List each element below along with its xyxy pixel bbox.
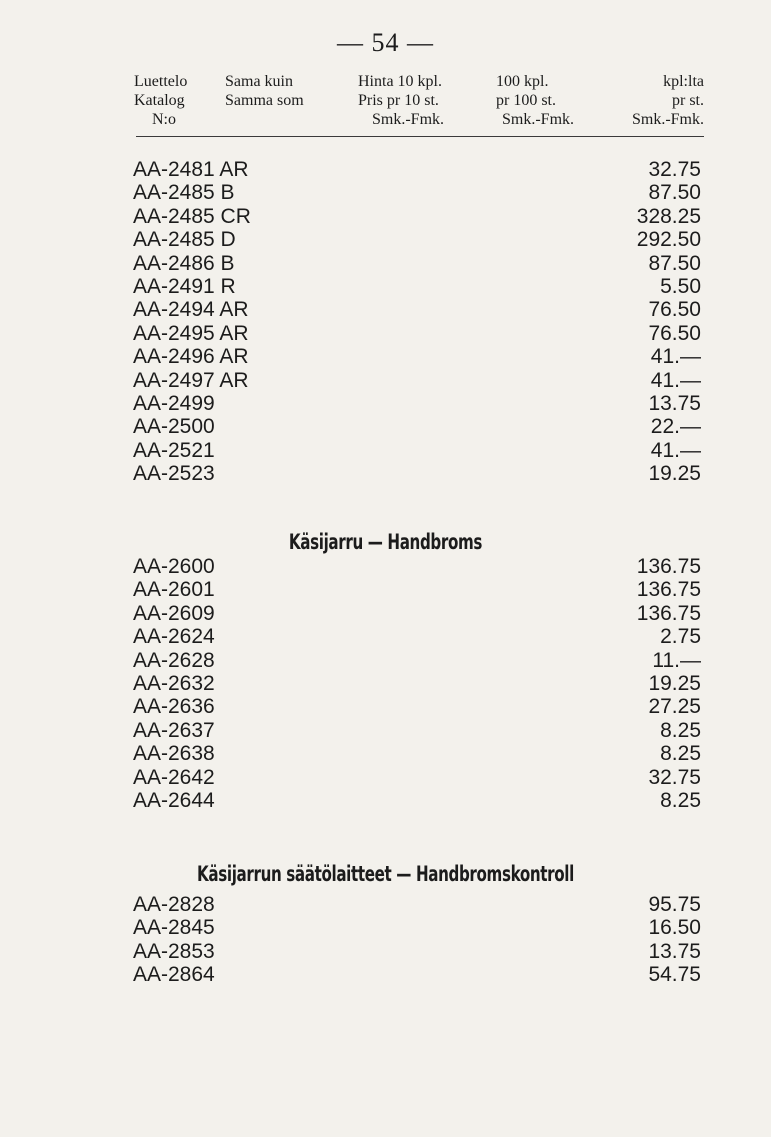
list-item [133,916,701,939]
list-item [133,181,701,204]
part-price: 32.75 [648,765,701,789]
header-line: kpl:lta [663,73,704,90]
header-divider [136,136,704,137]
part-code: AA-2845 [133,916,215,940]
part-price: 87.50 [648,251,701,275]
header-line: Pris pr 10 st. [358,92,439,109]
part-code: AA-2609 [133,601,215,625]
part-code: AA-2485 B [133,181,235,205]
part-code: AA-2864 [133,963,215,987]
part-code: AA-2828 [133,893,215,916]
list-item [133,940,701,963]
section-heading-handbrake-adjusters: Käsijarrun säätölaitteet — Handbromskontroll [197,862,574,886]
part-price: 41.— [650,345,701,369]
parts-list-group-3 [133,893,701,987]
part-code: AA-2601 [133,578,215,602]
list-item [133,392,701,415]
header-line: Smk.-Fmk. [502,111,575,128]
part-code: AA-2486 B [133,251,235,275]
part-code: AA-2499 [133,391,215,415]
header-price-each [632,72,704,129]
list-item [133,742,701,765]
header-line: Sama kuin [225,73,293,90]
part-code: AA-2485 D [133,228,236,252]
part-price: 136.75 [636,555,701,578]
part-code: AA-2495 AR [133,321,249,345]
part-price: 8.25 [660,718,701,742]
part-price: 13.75 [648,391,701,415]
part-price: 41.— [650,438,701,462]
part-price: 87.50 [648,181,701,205]
header-line: Smk.-Fmk. [631,111,704,128]
part-price: 13.75 [648,939,701,963]
part-price: 32.75 [648,158,701,181]
list-item [133,672,701,695]
part-price: 19.25 [648,671,701,695]
list-item [133,439,701,462]
part-code: AA-2644 [133,788,215,812]
part-code: AA-2632 [133,671,215,695]
part-price: 22.— [650,415,701,439]
part-code: AA-2491 R [133,274,236,298]
list-item [133,462,701,485]
part-price: 76.50 [648,321,701,345]
part-code: AA-2636 [133,695,215,719]
part-code: AA-2485 CR [133,204,251,228]
list-item [133,719,701,742]
part-code: AA-2642 [133,765,215,789]
header-catalog-number [134,72,187,129]
list-item [133,555,701,578]
header-line: pr 100 st. [496,92,556,109]
part-price: 41.— [650,368,701,392]
list-item [133,789,701,812]
header-line: Smk.-Fmk. [372,111,445,128]
list-item [133,415,701,438]
part-price: 54.75 [648,963,701,987]
parts-list-group-1 [133,158,701,485]
part-price: 19.25 [648,462,701,486]
header-line: Luettelo [134,73,188,90]
part-code: AA-2521 [133,438,215,462]
part-price: 292.50 [636,228,701,252]
part-code: AA-2497 AR [133,368,249,392]
list-item [133,695,701,718]
list-item [133,649,701,672]
part-code: AA-2628 [133,648,215,672]
part-code: AA-2523 [133,462,215,486]
part-code: AA-2638 [133,742,215,766]
header-line: Hinta 10 kpl. [358,73,442,90]
part-price: 136.75 [636,578,701,602]
header-price-100 [496,72,574,129]
section-heading-handbrake: Käsijarru — Handbroms [288,530,483,554]
list-item [133,345,701,368]
part-price: 2.75 [660,625,701,649]
part-code: AA-2637 [133,718,215,742]
part-code: AA-2500 [133,415,215,439]
header-price-10 [358,72,444,129]
list-item [133,158,701,181]
list-item [133,275,701,298]
list-item [133,228,701,251]
header-line: Samma som [225,92,304,109]
part-price: 11.— [652,648,701,672]
part-code: AA-2494 AR [133,298,249,322]
list-item [133,298,701,321]
part-code: AA-2853 [133,939,215,963]
part-price: 328.25 [636,204,701,228]
part-price: 8.25 [660,742,701,766]
part-price: 95.75 [648,893,701,916]
column-header [118,72,704,132]
part-code: AA-2496 AR [133,345,249,369]
part-price: 16.50 [648,916,701,940]
list-item [133,578,701,601]
list-item [133,602,701,625]
part-code: AA-2624 [133,625,215,649]
list-item [133,322,701,345]
list-item [133,766,701,789]
header-line: Katalog [134,92,185,109]
page-number: — 54 — [337,28,434,57]
header-line: N:o [152,111,176,128]
list-item [133,963,701,986]
part-price: 8.25 [660,788,701,812]
part-price: 136.75 [636,601,701,625]
list-item [133,893,701,916]
parts-list-group-2 [133,555,701,812]
header-line: pr st. [672,92,704,109]
part-code: AA-2481 AR [133,158,249,181]
part-code: AA-2600 [133,555,215,578]
part-price: 5.50 [660,274,701,298]
list-item [133,369,701,392]
header-same-as [225,72,304,110]
list-item [133,252,701,275]
part-price: 76.50 [648,298,701,322]
header-line: 100 kpl. [496,73,549,90]
list-item [133,205,701,228]
part-price: 27.25 [648,695,701,719]
list-item [133,625,701,648]
